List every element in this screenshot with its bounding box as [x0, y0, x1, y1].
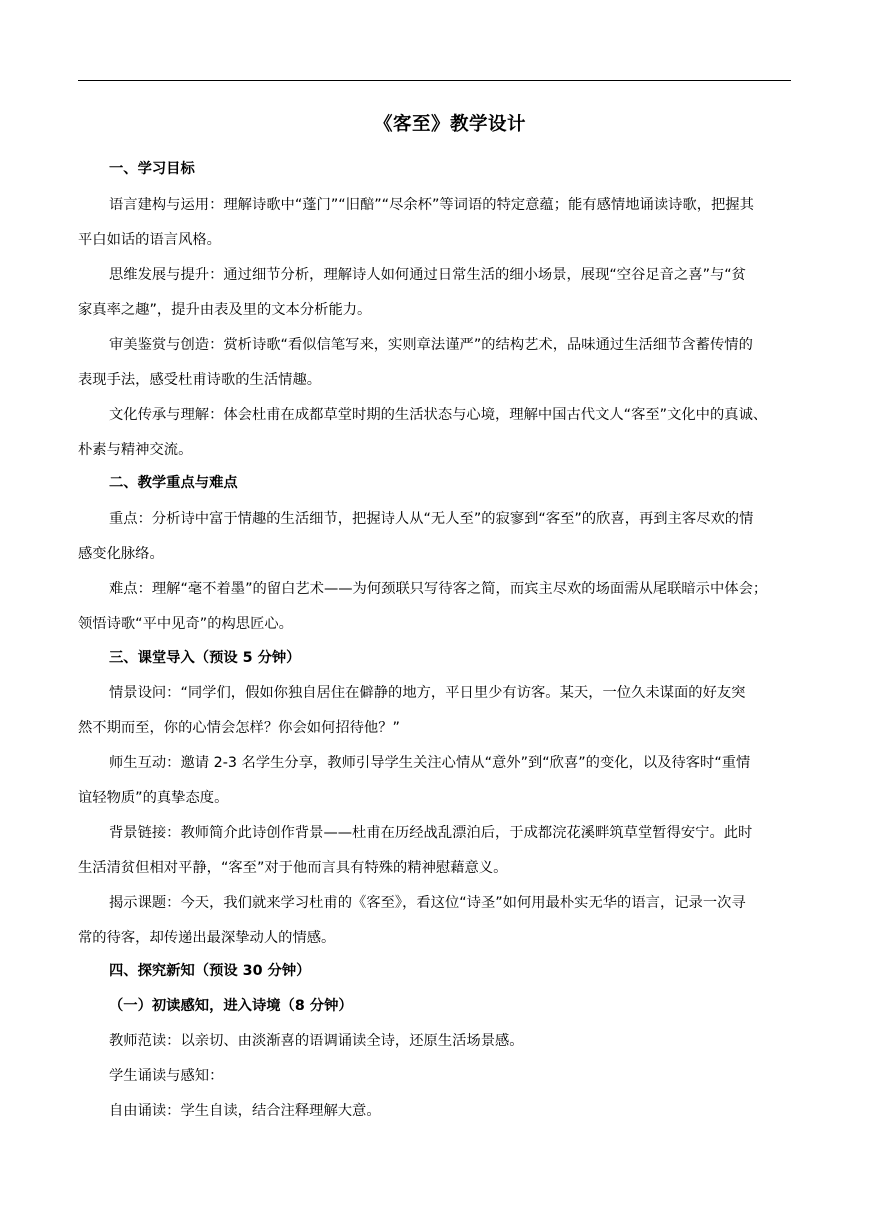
paragraph-line: 家真率之趣”，提升由表及里的文本分析能力。 — [78, 302, 372, 318]
section-heading-key-points: 二、教学重点与难点 — [109, 475, 238, 491]
paragraph-line: 情景设问：“同学们，假如你独自居住在僻静的地方，平日里少有访客。某天，一位久未谋面的好友突 — [109, 685, 746, 701]
paragraph-line: 生活清贫但相对平静，“客至”对于他而言具有特殊的精神慰藉意义。 — [78, 860, 508, 876]
paragraph-line: 感变化脉络。 — [78, 546, 164, 562]
document-title: 《客至》教学设计 — [373, 114, 526, 135]
paragraph-line: 平白如话的语言风格。 — [78, 232, 221, 248]
paragraph-line: 表现手法，感受杜甫诗歌的生活情趣。 — [78, 372, 322, 388]
paragraph-line: 语言建构与运用：理解诗歌中“蓬门”“旧醅”“尽余杯”等词语的特定意蕴；能有感情地诵读诗歌，把握其 — [109, 197, 754, 213]
section-heading-introduction: 三、课堂导入（预设 5 分钟） — [109, 650, 301, 666]
section-heading-exploration: 四、探究新知（预设 30 分钟） — [109, 963, 311, 979]
paragraph-line: 审美鉴赏与创造：赏析诗歌“看似信笔写来，实则章法谨严”的结构艺术，品味通过生活细节含蓄传情的 — [109, 337, 753, 353]
paragraph-line: 谊轻物质”的真挚态度。 — [78, 790, 229, 806]
subsection-heading-first-reading: （一）初读感知，进入诗境（8 分钟） — [109, 998, 353, 1014]
paragraph-line: 重点：分析诗中富于情趣的生活细节，把握诗人从“无人至”的寂寥到“客至”的欣喜，再到主客尽欢的情 — [109, 511, 754, 527]
paragraph-line: 思维发展与提升：通过细节分析，理解诗人如何通过日常生活的细小场景，展现“空谷足音之喜”与“贫 — [109, 267, 746, 283]
paragraph-line: 难点：理解“毫不着墨”的留白艺术——为何颈联只写待客之简，而宾主尽欢的场面需从尾联暗示中体会； — [109, 581, 768, 597]
paragraph-line: 揭示课题：今天，我们就来学习杜甫的《客至》，看这位“诗圣”如何用最朴实无华的语言，记录一次寻 — [109, 895, 746, 911]
paragraph-line: 学生诵读与感知： — [109, 1068, 224, 1084]
paragraph-line: 文化传承与理解：体会杜甫在成都草堂时期的生活状态与心境，理解中国古代文人“客至”文化中的真诚、 — [109, 407, 768, 423]
section-heading-objectives: 一、学习目标 — [109, 161, 195, 177]
header-rule — [78, 80, 791, 81]
paragraph-line: 师生互动：邀请 2-3 名学生分享，教师引导学生关注心情从“意外”到“欣喜”的变化，以及待客时“重情 — [109, 755, 751, 771]
paragraph-line: 领悟诗歌“平中见奇”的构思匠心。 — [78, 616, 293, 632]
paragraph-line: 朴素与精神交流。 — [78, 442, 193, 458]
paragraph-line: 教师范读：以亲切、由淡渐喜的语调诵读全诗，还原生活场景感。 — [109, 1033, 524, 1049]
paragraph-line: 自由诵读：学生自读，结合注释理解大意。 — [109, 1103, 381, 1119]
paragraph-line: 常的待客，却传递出最深挚动人的情感。 — [78, 930, 336, 946]
paragraph-line: 背景链接：教师简介此诗创作背景——杜甫在历经战乱漂泊后，于成都浣花溪畔筑草堂暂得安宁。此时 — [109, 825, 753, 841]
paragraph-line: 然不期而至，你的心情会怎样？你会如何招待他？” — [78, 720, 400, 736]
